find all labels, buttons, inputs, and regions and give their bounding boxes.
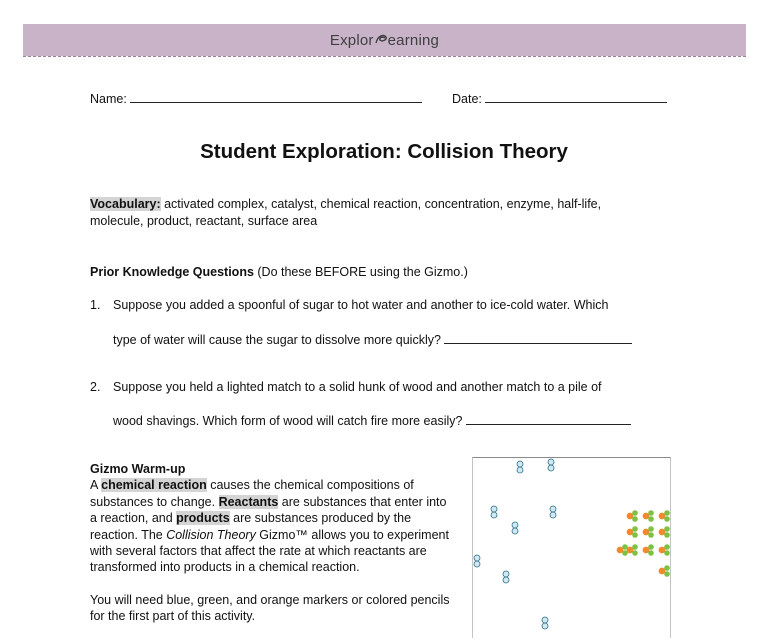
product-molecule [659, 565, 670, 577]
prior-knowledge-heading [90, 265, 468, 279]
question-1-answer-blank[interactable] [444, 331, 632, 344]
date-blank[interactable] [485, 90, 667, 103]
reactant-molecule [503, 571, 509, 583]
reactant-molecule [491, 506, 497, 518]
date-label: Date: [452, 92, 482, 106]
reactant-molecule [548, 459, 554, 471]
term-chemical-reaction: chemical reaction [101, 478, 207, 493]
term-products: products [176, 511, 230, 526]
question-2-number: 2. [90, 380, 101, 394]
vocabulary-line-1 [90, 197, 601, 211]
gizmo-warmup-section [90, 461, 450, 625]
brand-logo [23, 32, 746, 49]
reactant-molecule [517, 461, 523, 473]
name-blank[interactable] [130, 90, 422, 103]
term-reactants: Reactants [218, 494, 279, 509]
product-molecule [659, 526, 670, 538]
vocabulary-label: Vocabulary: [90, 197, 161, 211]
reactant-molecule [512, 522, 518, 534]
product-molecule [617, 544, 628, 556]
warmup-paragraph-2: You will need blue, green, and orange markers or colored pencils for the first part of this activity. [90, 592, 450, 624]
warmup-text: A [90, 478, 102, 493]
header-divider [23, 56, 746, 57]
reactant-molecule [474, 555, 480, 567]
brand-text-prefix: Explor [329, 32, 374, 49]
warmup-text: are substances produced by the reaction. The [90, 511, 412, 542]
question-1-text: Suppose you added a spoonful of sugar to hot water and another to ice-cold water. Which [113, 298, 609, 312]
question-1-number: 1. [90, 298, 101, 312]
product-molecule [659, 544, 670, 556]
name-field[interactable] [90, 90, 422, 106]
prior-heading-note: (Do these BEFORE using the Gizmo.) [253, 265, 468, 279]
brand-swirl-icon [374, 32, 388, 46]
vocabulary-terms: activated complex, catalyst, chemical reaction, concentration, enzyme, half-life, [160, 197, 602, 211]
warmup-text: Gizmo™ allows you to experiment with several factors that affect the rate at which reactants are transformed into products in a chemical reaction. [90, 527, 449, 575]
gizmo-name: Collision Theory [166, 527, 256, 542]
question-2-answer-blank[interactable] [466, 412, 631, 425]
molecule-field [473, 458, 670, 638]
question-1-text-line-2 [113, 331, 632, 347]
gizmo-simulation-image [472, 457, 671, 638]
product-molecule [643, 510, 654, 522]
brand-text-suffix: earning [387, 32, 440, 49]
page-title: Student Exploration: Collision Theory [200, 140, 568, 163]
reactant-molecule [550, 506, 556, 518]
prior-heading-bold: Prior Knowledge Questions [90, 265, 254, 279]
header-band [23, 24, 746, 56]
question-1-prompt: type of water will cause the sugar to dissolve more quickly? [113, 333, 441, 347]
product-molecule [643, 544, 654, 556]
reactant-molecule [542, 617, 548, 629]
question-2-prompt: wood shavings. Which form of wood will catch fire more easily? [113, 414, 463, 428]
warmup-text: are substances that enter into a reaction, and [90, 494, 447, 526]
question-2-text-line-2 [113, 412, 631, 428]
warmup-text: causes the chemical compositions of substances to change. [90, 478, 414, 509]
warmup-heading: Gizmo Warm-up [90, 462, 186, 476]
name-label: Name: [90, 92, 127, 106]
question-2-text: Suppose you held a lighted match to a solid hunk of wood and another match to a pile of [113, 380, 602, 394]
product-molecule [627, 510, 638, 522]
product-molecule [659, 510, 670, 522]
date-field[interactable] [452, 90, 667, 106]
product-molecule [643, 526, 654, 538]
product-molecule [627, 526, 638, 538]
product-molecule [627, 544, 638, 556]
warmup-paragraph-1 [90, 477, 450, 575]
vocabulary-line-2: molecule, product, reactant, surface area [90, 214, 318, 228]
